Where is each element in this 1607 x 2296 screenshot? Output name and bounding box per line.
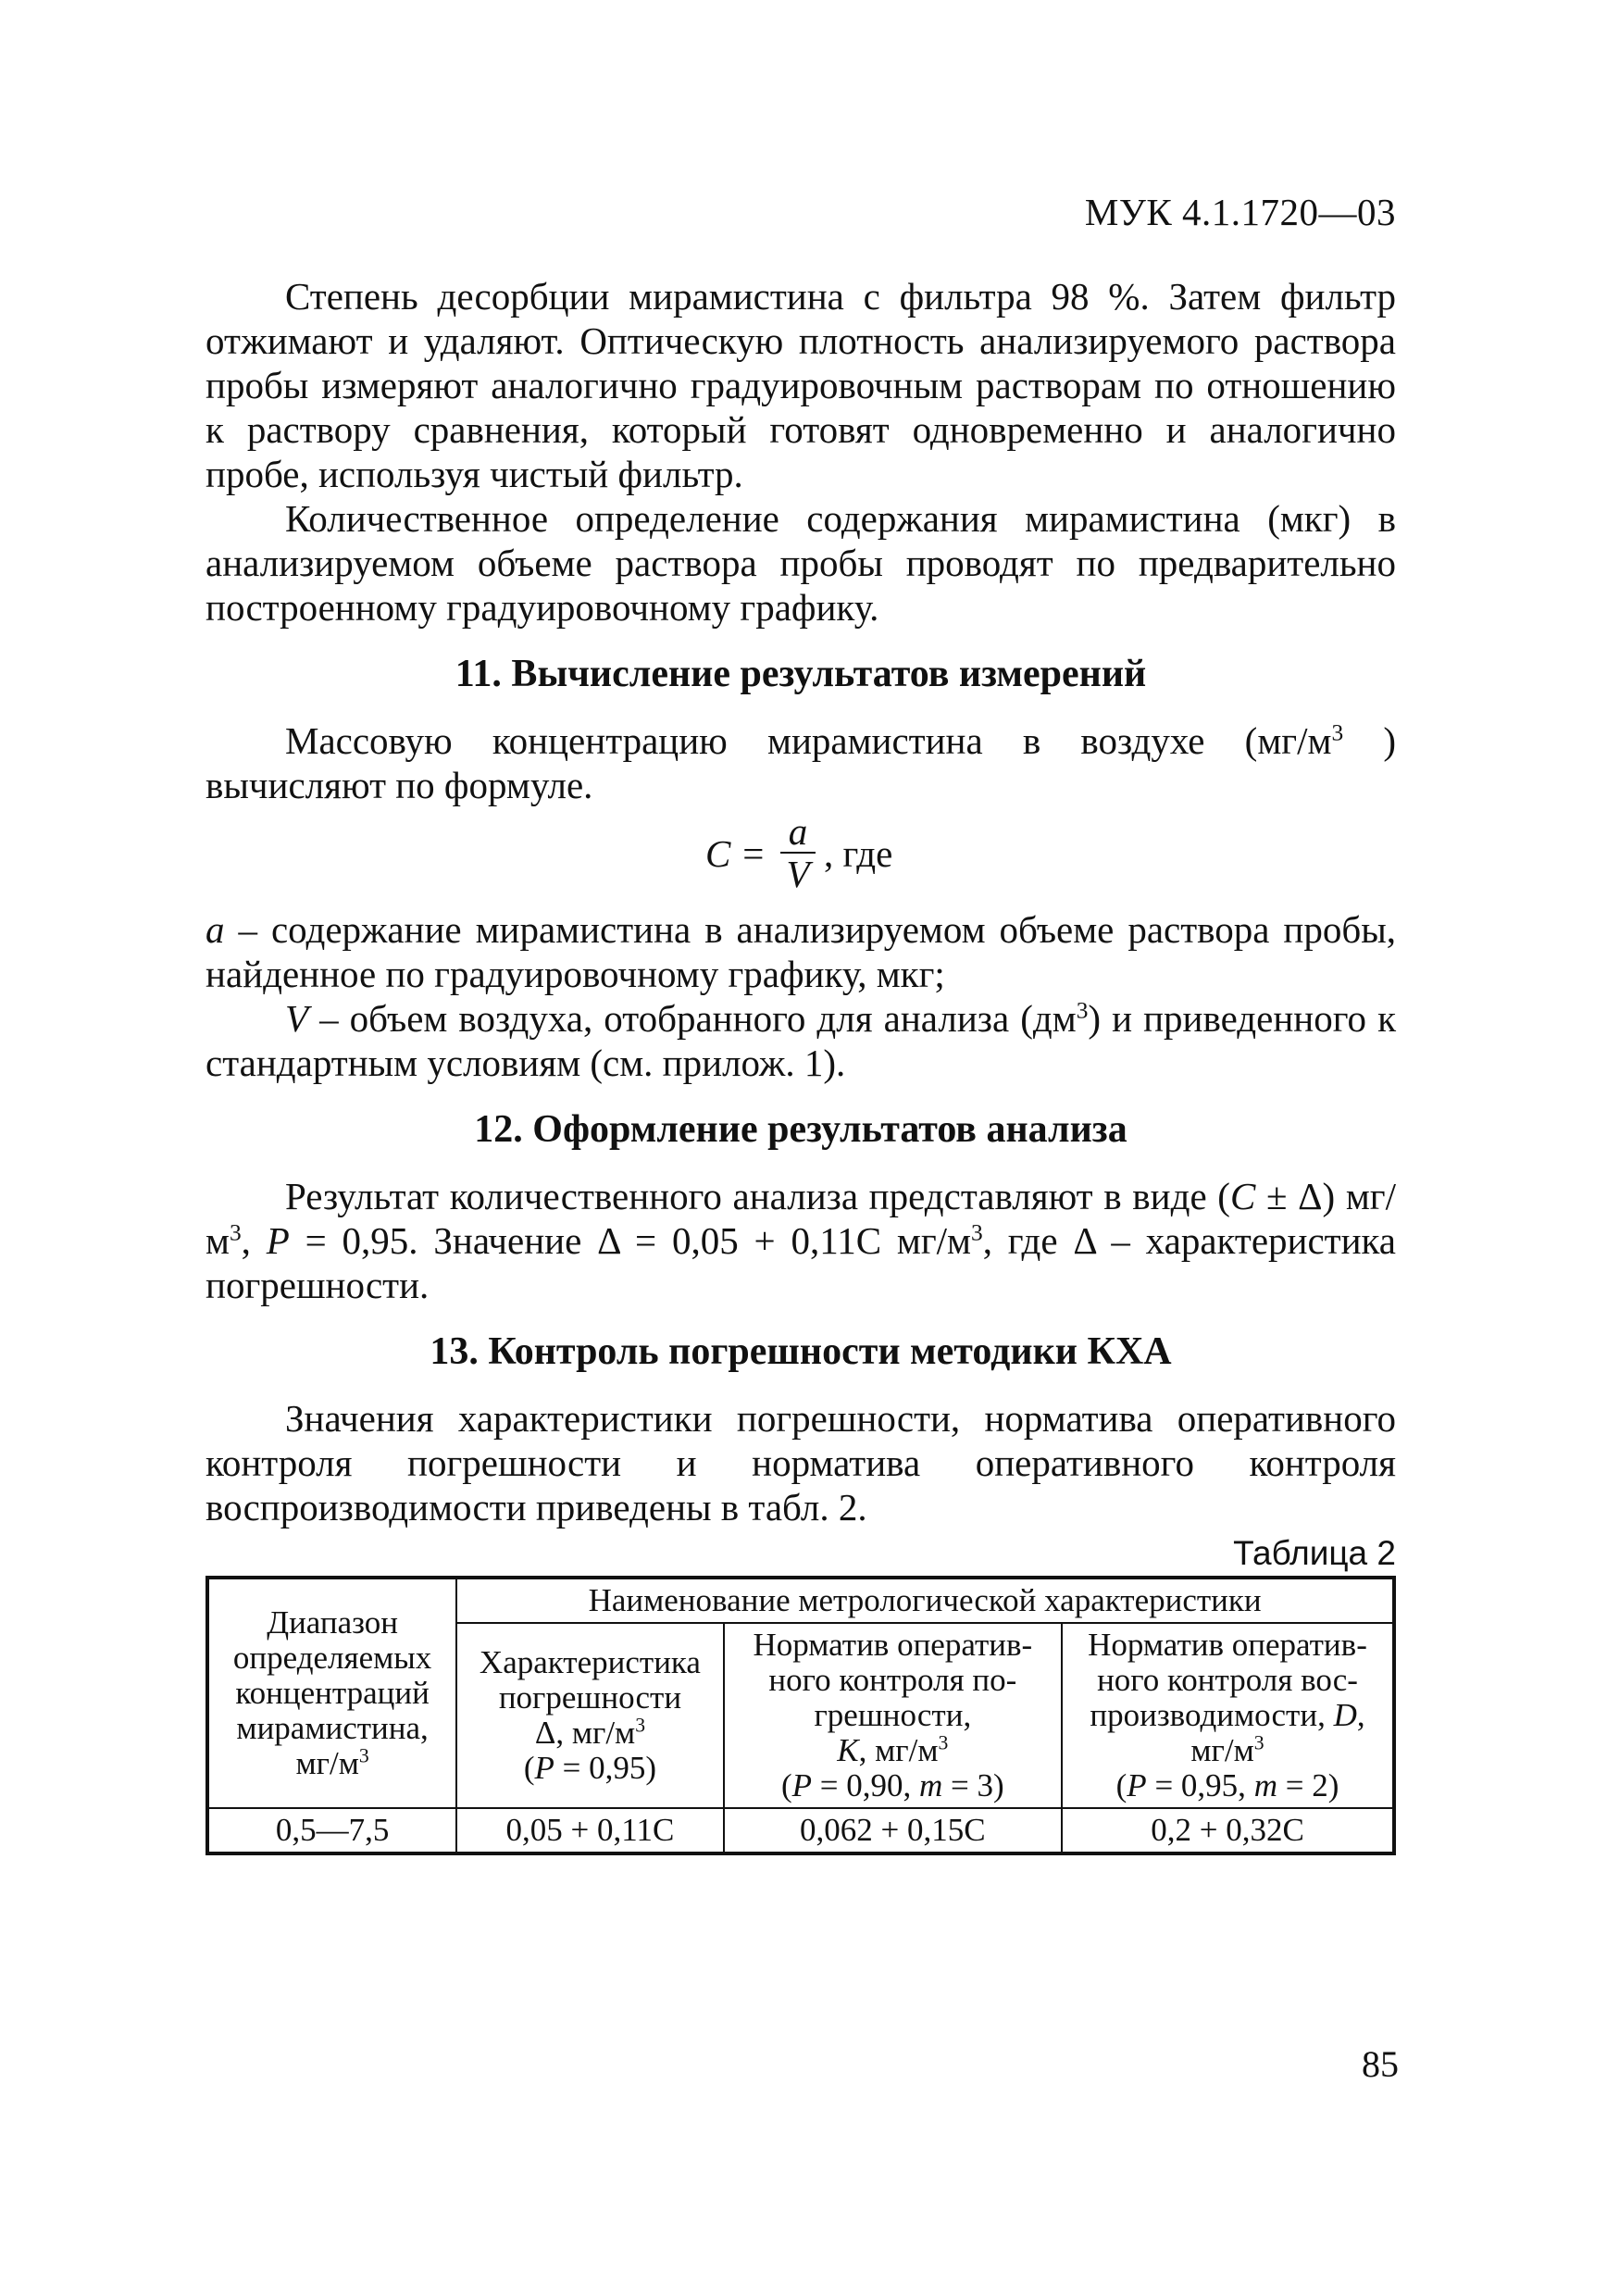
formula-denominator: V xyxy=(786,853,810,895)
formula-lhs: C = xyxy=(705,832,766,875)
intro-paragraph-1: Степень десорбции мирамистина с фильтра 98 %. Затем фильтр отжимают и удаляют. Оптическую плотность анализируемого раствора пробы измеряют аналогично градуировочным растворам по отношению к раствору сравнения, который готовят одновременно и аналогично пробе, используя чистый фильтр. xyxy=(206,275,1396,495)
table-row xyxy=(207,1808,1394,1853)
document-code: МУК 4.1.1720—03 xyxy=(1084,191,1396,233)
definition-v: V – объем воздуха, отобранного для анализа $(дм^3)$ и приведенного к стандартным условиям (см. прилож. 1). xyxy=(206,997,1396,1084)
section-12-paragraph: Результат количественного анализа представляют в виде (C ± Δ) $мг/м^3$, P = 0,95. Значение Δ = 0,05 + 0,11С $мг/м^3$, где Δ – характеристика погрешности. xyxy=(206,1175,1397,1306)
header-error-control-cell: Норматив оператив- ного контроля по- грешности, K, $мг/м^3$ (P = 0,90, m = 3) xyxy=(724,1623,1062,1808)
metrology-table xyxy=(206,1576,1396,1855)
header-error-cell: Характеристика погрешности Δ, $мг/м^3$ (P = 0,95) xyxy=(456,1623,723,1808)
concentration-formula xyxy=(206,811,1396,900)
table-cell-reproducibility: 0,2 + 0,32С xyxy=(1062,1808,1394,1853)
section-11-paragraph: Массовую концентрацию мирамистина в воздухе ($мг/м^3$ ) вычисляют по формуле. xyxy=(206,719,1396,806)
table-caption: Таблица 2 xyxy=(1233,1534,1396,1572)
table-header-row xyxy=(207,1578,1394,1623)
section-13-title: 13. Контроль погрешности методики КХА xyxy=(430,1330,1172,1373)
definition-a: a – содержание мирамистина в анализируемом объеме раствора пробы, найденное по градуировочному графику, мкг; xyxy=(206,908,1396,995)
table-cell-range: 0,5—7,5 xyxy=(207,1808,456,1853)
table-cell-error-control: 0,062 + 0,15С xyxy=(724,1808,1062,1853)
header-group-cell: Наименование метрологической характеристики xyxy=(456,1578,1394,1623)
section-11-title: 11. Вычисление результатов измерений xyxy=(455,653,1147,695)
table-cell-error: 0,05 + 0,11С xyxy=(456,1808,723,1853)
body-column xyxy=(206,274,1396,1855)
formula-numerator: a xyxy=(788,810,808,853)
formula-tail: , где xyxy=(824,832,893,875)
section-12-title: 12. Оформление результатов анализа xyxy=(474,1108,1127,1151)
section-13-paragraph: Значения характеристики погрешности, норматива оперативного контроля погрешности и норматива оперативного контроля воспроизводимости приведены в табл. 2. xyxy=(206,1397,1396,1529)
formula-fraction xyxy=(775,811,821,894)
header-reproducibility-cell: Норматив оператив- ного контроля вос- производимости, D, $мг/м^3$ (P = 0,95, m = 2) xyxy=(1062,1623,1394,1808)
intro-paragraph-2: Количественное определение содержания мирамистина (мкг) в анализируемом объеме раствора пробы проводят по предварительно построенному градуировочному графику. xyxy=(206,497,1396,629)
header-range-cell: Диапазон определяемых концентраций мирамистина, $мг/м^3$ xyxy=(207,1578,456,1808)
page-number: 85 xyxy=(1362,2043,1399,2085)
